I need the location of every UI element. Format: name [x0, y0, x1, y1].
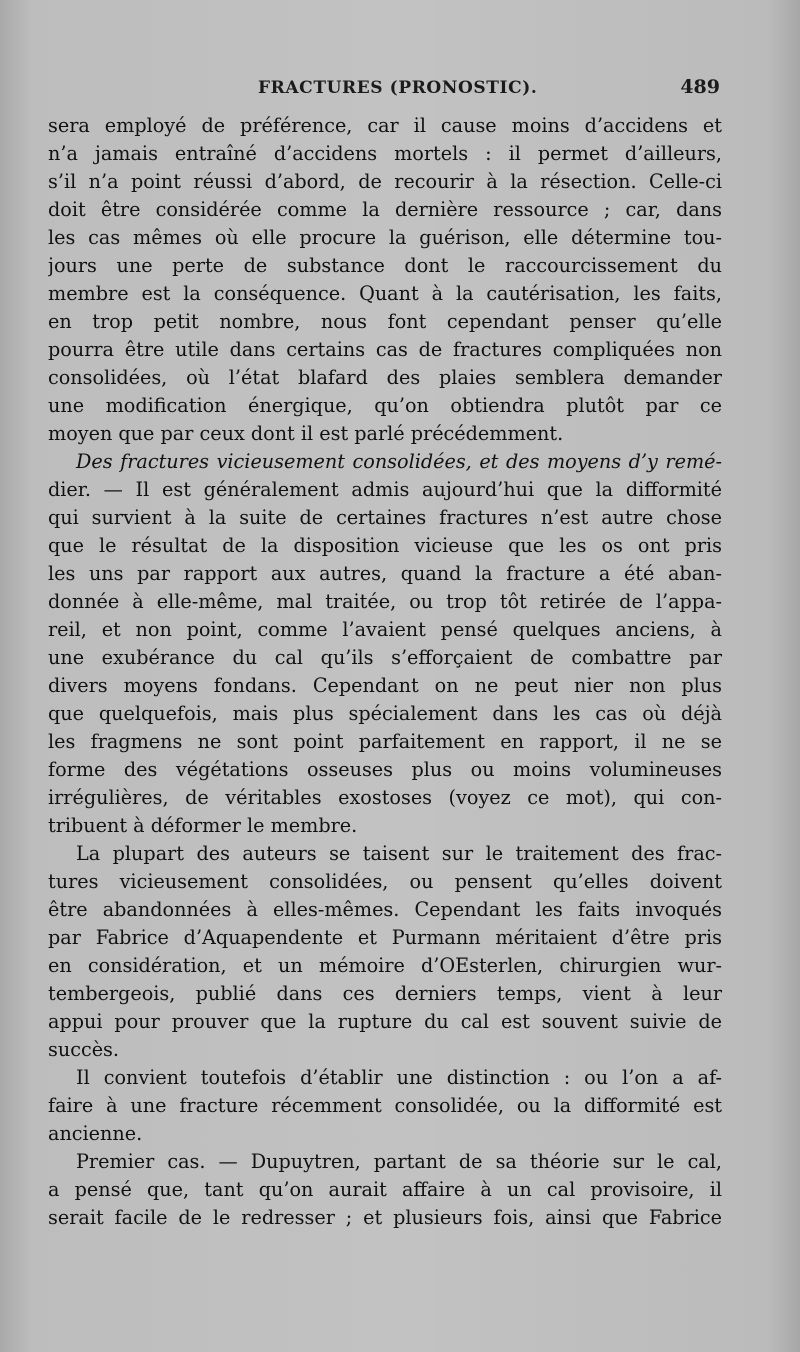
text-line: divers moyens fondans. Cependant on ne peut nier non plus [48, 674, 722, 697]
text-line: La plupart des auteurs se taisent sur le traitement des frac- [76, 842, 722, 865]
text-line: Il convient toutefois d’établir une distinction : ou l’on a af- [76, 1066, 722, 1089]
running-title: FRACTURES (PRONOSTIC). [258, 78, 538, 98]
page-number: 489 [680, 76, 720, 98]
text-line: sera employé de préférence, car il cause moins d’accidens et [48, 114, 722, 137]
text-line: les fragmens ne sont point parfaitement en rapport, il ne se [48, 730, 722, 753]
text-line: Premier cas. — Dupuytren, partant de sa théorie sur le cal, [76, 1150, 722, 1173]
text-line: qui survient à la suite de certaines fractures n’est autre chose [48, 506, 722, 529]
text-line: doit être considérée comme la dernière ressource ; car, dans [48, 198, 722, 221]
text-line: ancienne. [48, 1122, 143, 1145]
text-line: jours une perte de substance dont le raccourcissement du [48, 254, 722, 277]
text-line: que quelquefois, mais plus spécialement dans les cas où déjà [48, 702, 722, 725]
text-line: en considération, et un mémoire d’OEsterlen, chirurgien wur- [48, 954, 722, 977]
section-heading-line: Des fractures vicieusement consolidées, et des moyens d’y remé- [76, 450, 722, 473]
text-line: appui pour prouver que la rupture du cal est souvent suivie de [48, 1010, 722, 1033]
text-line: succès. [48, 1038, 119, 1061]
text-line: les cas mêmes où elle procure la guérison, elle détermine tou- [48, 226, 722, 249]
text-line: dier. — Il est généralement admis aujourd’hui que la difformité [48, 478, 722, 501]
text-line: forme des végétations osseuses plus ou moins volumineuses [48, 758, 722, 781]
text-line: que le résultat de la disposition vicieuse que les os ont pris [48, 534, 722, 557]
text-line: donnée à elle-même, mal traitée, ou trop tôt retirée de l’appa- [48, 590, 722, 613]
text-line: consolidées, où l’état blafard des plaies semblera demander [48, 366, 722, 389]
text-line: en trop petit nombre, nous font cependant penser qu’elle [48, 310, 722, 333]
text-line: être abandonnées à elles-mêmes. Cependant les faits invoqués [48, 898, 722, 921]
text-line: reil, et non point, comme l’avaient pensé quelques anciens, à [48, 618, 722, 641]
text-line: par Fabrice d’Aquapendente et Purmann méritaient d’être pris [48, 926, 722, 949]
text-line: pourra être utile dans certains cas de fractures compliquées non [48, 338, 722, 361]
text-line: irrégulières, de véritables exostoses (voyez ce mot), qui con- [48, 786, 722, 809]
text-line: tures vicieusement consolidées, ou pensent qu’elles doivent [48, 870, 722, 893]
text-line: tembergeois, publié dans ces derniers temps, vient à leur [48, 982, 722, 1005]
text-line: faire à une fracture récemment consolidée, ou la difformité est [48, 1094, 722, 1117]
text-line: a pensé que, tant qu’on aurait affaire à un cal provisoire, il [48, 1178, 722, 1201]
page-header [48, 78, 720, 108]
text-line: les uns par rapport aux autres, quand la fracture a été aban- [48, 562, 722, 585]
text-line: une modification énergique, qu’on obtiendra plutôt par ce [48, 394, 722, 417]
text-line: tribuent à déformer le membre. [48, 814, 358, 837]
text-line: une exubérance du cal qu’ils s’efforçaient de combattre par [48, 646, 722, 669]
text-line: n’a jamais entraîné d’accidens mortels : il permet d’ailleurs, [48, 142, 722, 165]
body-text [48, 112, 722, 1232]
text-line: moyen que par ceux dont il est parlé précédemment. [48, 422, 564, 445]
text-line: membre est la conséquence. Quant à la cautérisation, les faits, [48, 282, 722, 305]
text-line: serait facile de le redresser ; et plusieurs fois, ainsi que Fabrice [48, 1206, 722, 1229]
text-line: s’il n’a point réussi d’abord, de recourir à la résection. Celle-ci [48, 170, 722, 193]
